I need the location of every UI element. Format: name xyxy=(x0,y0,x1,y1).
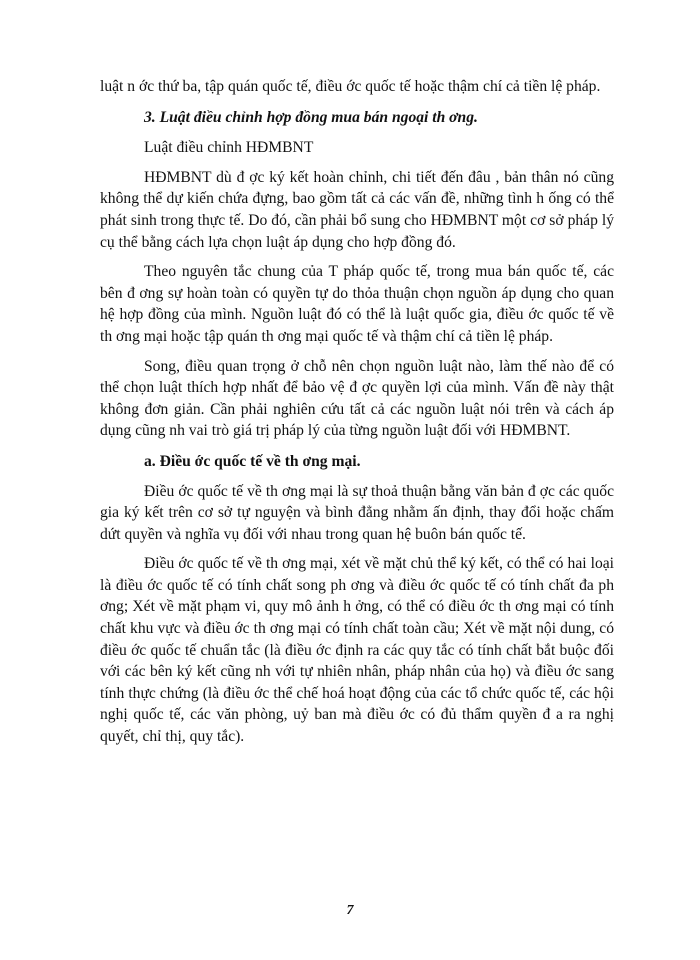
subsection-heading: a. Điều ớc quốc tế về th ơng mại. xyxy=(144,452,361,470)
body-paragraph: Điều ớc quốc tế về th ơng mại, xét về mặt chủ thể ký kết, có thể có hai loại là điều ớc quốc tế có tính chất song ph ơng và điều ớc quốc tế có tính chất đa ph ơng; Xét về mặt phạm vi, quy mô ảnh h ởng, có thể có điều ớc th ơng mại có tính chất khu vực và điều ớc th ơng mại có tính chất toàn cầu; Xét về mặt nội dung, có điều ớc quốc tế chuẩn tắc (là điều ớc định ra các quy tắc có tính chất bắt buộc đối với các bên ký kết cũng nh với tự nhiên nhân, pháp nhân của họ) và điều ớc sang tính thực chứng (là điều ớc thể chế hoá hoạt động của các tổ chức quốc tế, các hội nghị quốc tế, các văn phòng, uỷ ban mà điều ớc có đủ thẩm quyền đ a ra nghị quyết, chỉ thị, quy tắc). xyxy=(100,555,614,746)
section-heading: 3. Luật điều chỉnh hợp đồng mua bán ngoại th ơng. xyxy=(144,108,478,126)
paragraph-continuation: luật n ớc thứ ba, tập quán quốc tế, điều ớc quốc tế hoặc thậm chí cả tiền lệ pháp. xyxy=(100,78,601,95)
page-number: 7 xyxy=(346,903,354,918)
subheading-plain: Luật điều chỉnh HĐMBNT xyxy=(144,139,314,157)
body-paragraph: HĐMBNT dù đ ợc ký kết hoàn chỉnh, chi tiết đến đâu , bản thân nó cũng không thể dự kiến chứa đựng, bao gồm tất cả các vấn đề, những tình h ống có thể phát sinh trong thực tế. Do đó, cần phải bổ sung cho HĐMBNT một cơ sở pháp lý cụ thể bằng cách lựa chọn luật áp dụng cho hợp đồng đó. xyxy=(100,168,614,251)
body-paragraph: Song, điều quan trọng ở chỗ nên chọn nguồn luật nào, làm thế nào để có thể chọn luật thích hợp nhất để bảo vệ đ ợc quyền lợi của mình. Vấn đề này thật không đơn giản. Cần phải nghiên cứu tất cả các nguồn luật nói trên và cách áp dụng cũng nh vai trò giá trị pháp lý của từng nguồn luật đối với HĐMBNT. xyxy=(100,357,614,440)
body-paragraph: Theo nguyên tắc chung của T pháp quốc tế, trong mua bán quốc tế, các bên đ ơng sự hoàn toàn có quyền tự do thỏa thuận chọn nguồn áp dụng cho quan hệ hợp đồng của mình. Nguồn luật đó có thể là luật quốc gia, điều ớc quốc tế về th ơng mại hoặc tập quán th ơng mại quốc tế và thậm chí cả tiền lệ pháp. xyxy=(100,263,614,345)
body-paragraph: Điều ớc quốc tế về th ơng mại là sự thoả thuận bằng văn bản đ ợc các quốc gia ký kết trên cơ sở tự nguyện và bình đẳng nhằm ấn định, thay đổi hoặc chấm dứt quyền và nghĩa vụ đối với nhau trong quan hệ buôn bán quốc tế. xyxy=(100,482,614,543)
